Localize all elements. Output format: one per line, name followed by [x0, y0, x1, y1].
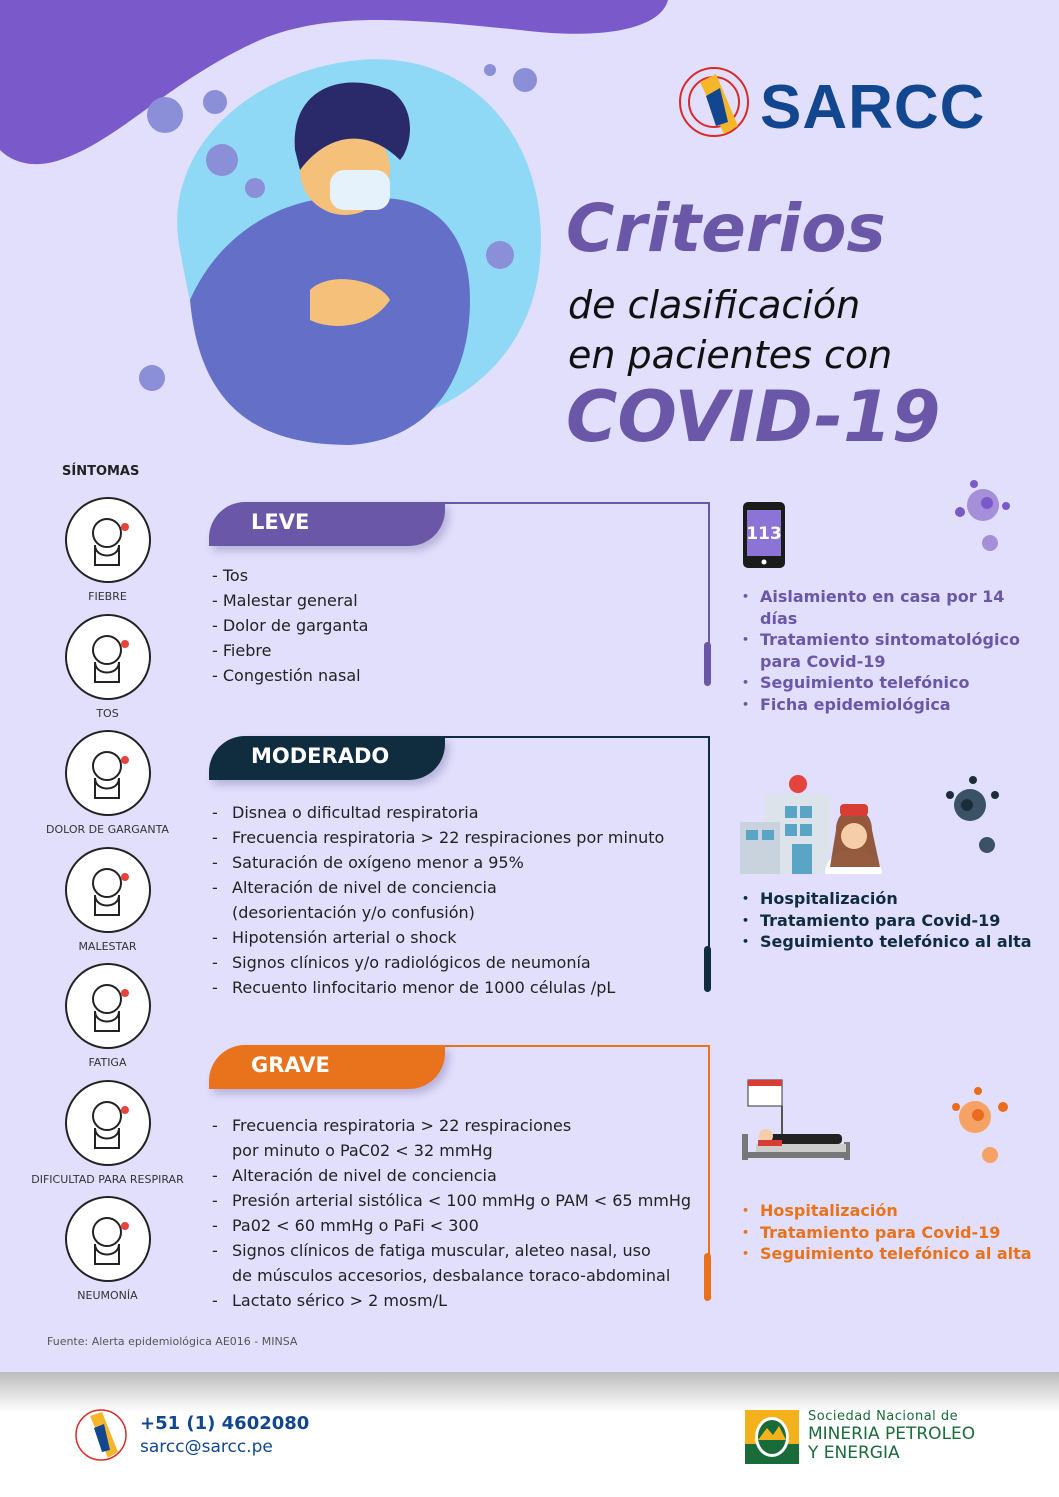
symptom-item — [15, 1080, 200, 1186]
criteria-item: - Saturación de oxígeno menor a 95% — [212, 853, 524, 872]
sarcc-logo-icon — [676, 66, 756, 138]
moderado-header: MODERADO — [209, 736, 445, 780]
criteria-item: - Malestar general — [212, 591, 358, 610]
breathing-difficulty-icon — [65, 1080, 151, 1166]
criteria-item: - Disnea o dificultad respiratoria — [212, 803, 479, 822]
leve-criteria-list — [212, 563, 368, 688]
symptom-item — [15, 963, 200, 1069]
symptom-label: MALESTAR — [78, 939, 137, 953]
symptom-item — [15, 614, 200, 720]
source-note: Fuente: Alerta epidemiológica AE016 - MINSA — [47, 1335, 298, 1348]
criteria-item: - Congestión nasal — [212, 666, 361, 685]
action-item: • Seguimiento telefónico al alta — [742, 1243, 1032, 1265]
phone-113-icon — [742, 501, 786, 569]
sarcc-logo-text: SARCC — [760, 73, 986, 142]
fever-icon — [65, 497, 151, 583]
action-item: • Ficha epidemiológica — [742, 694, 1032, 716]
criteria-item: - Hipotensión arterial o shock — [212, 928, 457, 947]
hospital-nurse-icon — [740, 772, 890, 876]
fatigue-icon — [65, 963, 151, 1049]
virus-icon-orange — [948, 1085, 1010, 1165]
grave-criteria-list — [212, 1113, 691, 1313]
partner-name-line-3: Y ENERGIA — [808, 1443, 900, 1463]
malaise-icon — [65, 847, 151, 933]
symptom-label: FIEBRE — [88, 590, 127, 603]
criteria-item: - Fiebre — [212, 641, 272, 660]
symptom-item — [15, 1196, 200, 1302]
criteria-item: - Dolor de garganta — [212, 616, 369, 635]
sarcc-footer-logo-icon — [74, 1408, 128, 1462]
grave-connector-accent — [704, 1253, 711, 1301]
action-item: • Tratamiento para Covid-19 — [742, 910, 1032, 932]
criteria-item: - Recuento linfocitario menor de 1000 células /pL — [212, 978, 616, 997]
virus-icon-dark — [945, 775, 1010, 855]
criteria-item: - Tos — [212, 566, 249, 585]
criteria-item: - Signos clínicos y/o radiológicos de neumonía — [212, 953, 591, 972]
criteria-item: - Signos clínicos de fatiga muscular, aleteo nasal, uso — [212, 1241, 651, 1260]
criteria-item: por minuto o PaC02 < 32 mmHg — [232, 1141, 493, 1160]
leve-actions-list — [742, 586, 1032, 715]
criteria-item: - Alteración de nivel de conciencia — [212, 878, 497, 897]
symptom-item — [15, 847, 200, 953]
moderado-criteria-list — [212, 800, 664, 1000]
action-item: • Seguimiento telefónico al alta — [742, 931, 1032, 953]
criteria-item: (desorientación y/o confusión) — [232, 903, 475, 922]
leve-connector-accent — [704, 642, 711, 686]
action-item: • Tratamiento sintomatológico para Covid-19 — [742, 629, 1032, 672]
symptom-item — [15, 497, 200, 603]
moderado-actions-list — [742, 888, 1032, 953]
moderado-connector-accent — [704, 946, 711, 992]
title-line-3: en pacientes con — [568, 333, 893, 377]
symptoms-heading: SÍNTOMAS — [62, 464, 140, 479]
partner-name — [808, 1425, 975, 1463]
criteria-item: - Frecuencia respiratoria > 22 respiraciones — [212, 1116, 572, 1135]
criteria-item: de músculos accesorios, desbalance toraco-abdominal — [232, 1266, 671, 1285]
action-item: • Tratamiento para Covid-19 — [742, 1222, 1032, 1244]
leve-connector-line — [440, 502, 710, 684]
title-line-2: de clasificación — [568, 283, 861, 327]
pneumonia-icon — [65, 1196, 151, 1282]
criteria-item: - Lactato sérico > 2 mosm/L — [212, 1291, 447, 1310]
criteria-item: - Alteración de nivel de conciencia — [212, 1166, 497, 1185]
title-subtitle — [568, 280, 892, 380]
symptom-label: DIFICULTAD PARA RESPIRAR — [31, 1172, 184, 1186]
grave-actions-list — [742, 1200, 1032, 1265]
symptom-label: TOS — [96, 706, 119, 720]
criteria-item: - Pa02 < 60 mmHg o PaFi < 300 — [212, 1216, 479, 1235]
title-main: Criterios — [566, 190, 886, 267]
grave-header: GRAVE — [209, 1045, 445, 1089]
snmpe-logo-icon — [745, 1410, 799, 1464]
phone-number: 113 — [746, 524, 782, 544]
patient-bed-icon — [742, 1078, 854, 1162]
leve-header: LEVE — [209, 502, 445, 546]
symptom-label: NEUMONÍA — [77, 1289, 138, 1302]
symptom-label: FATIGA — [88, 1056, 127, 1069]
symptom-item — [15, 730, 200, 836]
symptom-label: DOLOR DE GARGANTA — [46, 823, 169, 836]
partner-name-line-2: MINERIA PETROLEO — [808, 1424, 976, 1444]
criteria-item: - Frecuencia respiratoria > 22 respiraciones por minuto — [212, 828, 665, 847]
sore-throat-icon — [65, 730, 151, 816]
action-item: • Aislamiento en casa por 14 días — [742, 586, 1032, 629]
title-covid: COVID-19 — [566, 376, 941, 458]
virus-icon-purple — [950, 480, 1012, 555]
cough-icon — [65, 614, 151, 700]
action-item: • Hospitalización — [742, 888, 1032, 910]
action-item: • Seguimiento telefónico — [742, 672, 1032, 694]
criteria-item: - Presión arterial sistólica < 100 mmHg o PAM < 65 mmHg — [212, 1191, 692, 1210]
action-item: • Hospitalización — [742, 1200, 1032, 1222]
contact-email[interactable]: sarcc@sarcc.pe — [140, 1437, 273, 1457]
partner-name-line-1: Sociedad Nacional de — [808, 1409, 959, 1424]
contact-phone[interactable]: +51 (1) 4602080 — [140, 1413, 310, 1434]
